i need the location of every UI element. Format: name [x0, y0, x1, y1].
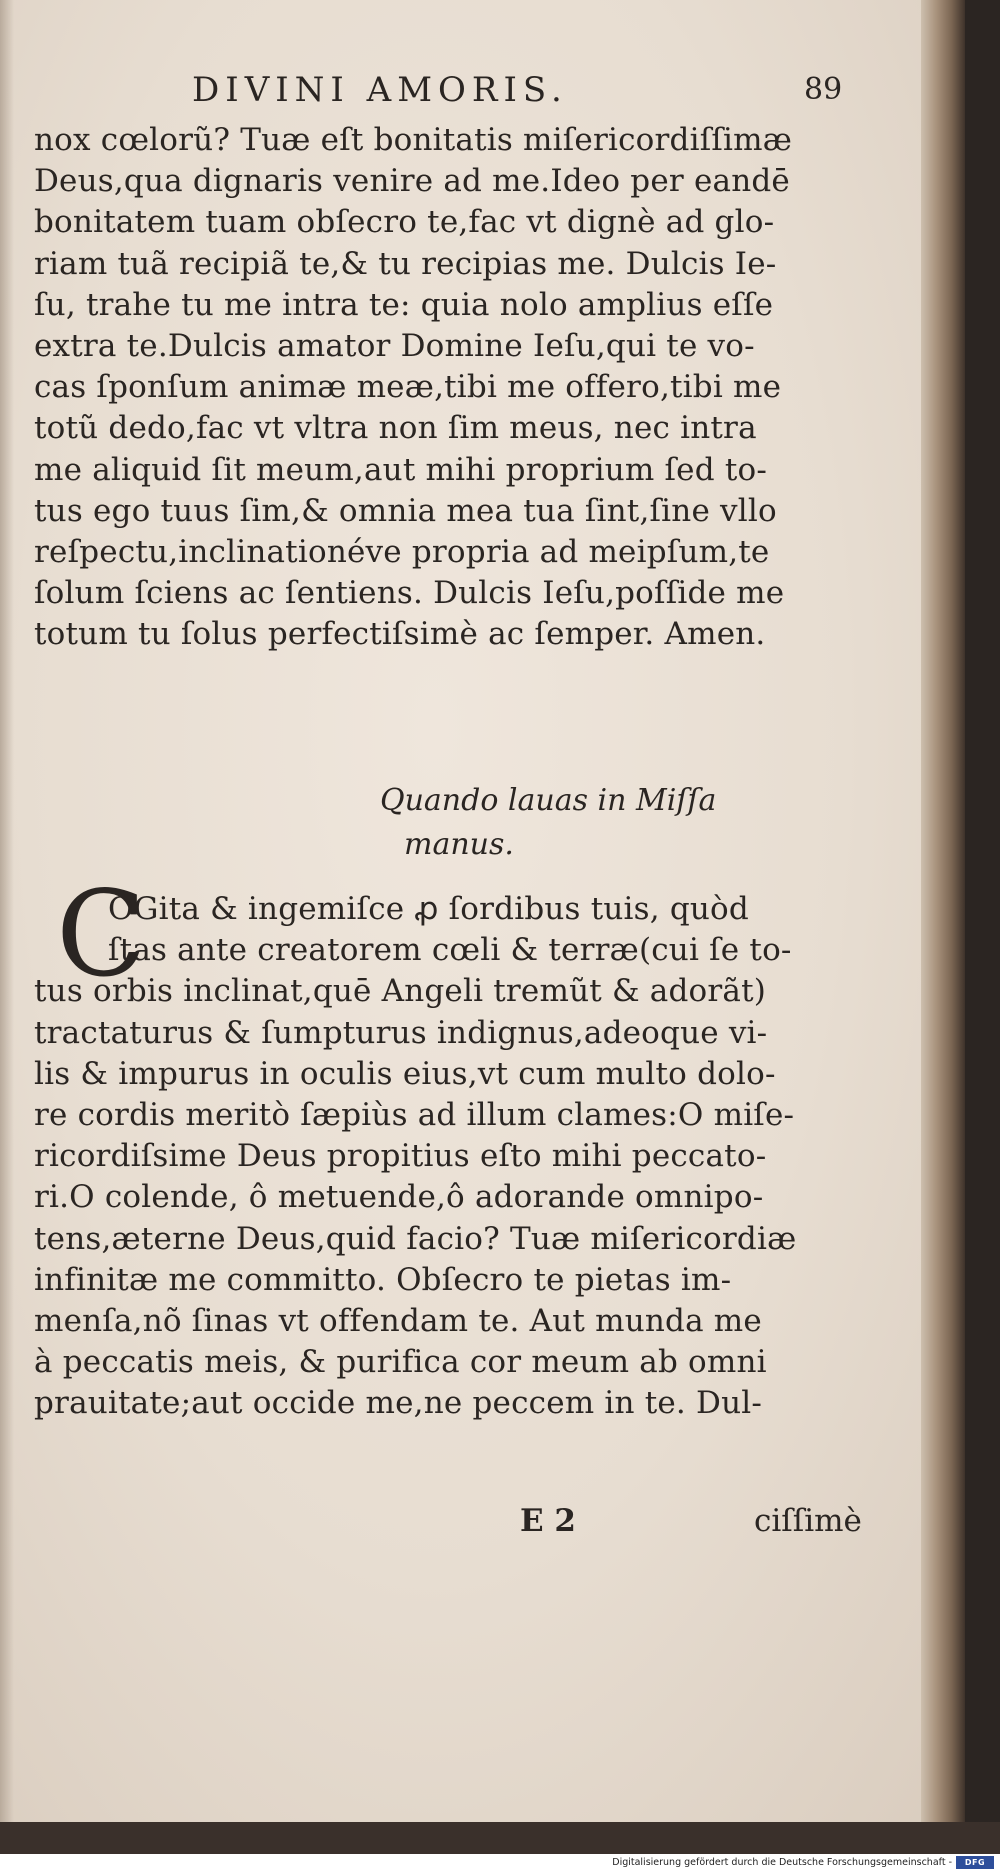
dfg-logo-icon: DFG — [956, 1856, 994, 1869]
text-line: menſa,nõ ſinas vt offendam te. Aut munda me — [34, 1302, 762, 1339]
page-footer — [0, 1503, 900, 1547]
text-line: totum tu ſolus perfectiſsimè ac ſemper. Amen. — [34, 616, 766, 653]
text-line: tens,æterne Deus,quid facio? Tuæ miſericordiæ — [34, 1220, 797, 1257]
credit-text: Digitalisierung gefördert durch die Deutsche Forschungsgemeinschaft - — [612, 1857, 952, 1868]
text-line: lis & impurus in oculis eius,vt cum multo dolo- — [34, 1055, 776, 1092]
text-line: ſtas ante creatorem cœli & terræ(cui ſe to- — [108, 932, 792, 969]
section-heading-line-2: manus. — [404, 827, 514, 862]
text-line: totũ dedo,fac vt vltra non ſim meus, nec intra — [34, 410, 757, 447]
drop-initial: C — [56, 865, 147, 1003]
gutter-shadow — [0, 0, 14, 1822]
text-line: re cordis meritò ſæpiùs ad illum clames:O miſe- — [34, 1096, 795, 1133]
page-number: 89 — [804, 72, 843, 107]
text-line: à peccatis meis, & purifica cor meum ab omni — [34, 1344, 767, 1381]
text-line: OGita & ingemiſce ꝓ ſordibus tuis, quòd — [108, 891, 749, 927]
text-line: cas ſponſum animæ meæ,tibi me offero,tibi me — [34, 369, 782, 406]
running-head: DIVINI AMORIS. — [192, 70, 568, 110]
scan-background — [0, 1822, 1000, 1854]
text-line: reſpectu,inclinationéve propria ad meipſum,te — [34, 533, 770, 570]
text-line: ſolum ſciens ac ſentiens. Dulcis Ieſu,poſſide me — [34, 575, 785, 612]
text-line: tus ego tuus ſim,& omnia mea tua ſint,ſine vllo — [34, 492, 777, 529]
text-line: bonitatem tuam obſecro te,fac vt dignè ad glo- — [34, 204, 775, 241]
text-line: extra te.Dulcis amator Domine Ieſu,qui te vo- — [34, 327, 755, 364]
text-line: riam tuã recipiã te,& tu recipias me. Dulcis Ie- — [34, 245, 777, 282]
text-line: prauitate;aut occide me,ne peccem in te. Dul- — [34, 1385, 763, 1422]
text-line: tractaturus & ſumpturus indignus,adeoque vi- — [34, 1014, 768, 1051]
text-line: ri.O colende, ô metuende,ô adorande omnipo- — [34, 1179, 764, 1216]
page-header — [192, 70, 892, 120]
text-line: infinitæ me committo. Obſecro te pietas im- — [34, 1261, 732, 1298]
page-edge-stack — [921, 0, 965, 1822]
text-block-2 — [34, 889, 914, 1424]
text-line: tus orbis inclinat,quē Angeli tremũt & adorãt) — [34, 973, 767, 1010]
catchword: ciſſimè — [754, 1503, 862, 1539]
text-line: ſu, trahe tu me intra te: quia nolo amplius eſſe — [34, 286, 774, 323]
text-line: nox cœlorũ? Tuæ eſt bonitatis miſericordiſſimæ — [34, 122, 793, 158]
signature-mark: E 2 — [520, 1503, 576, 1539]
text-line: ricordiſsime Deus propitius eſto mihi peccato- — [34, 1138, 767, 1175]
section-heading-line-1: Quando lauas in Miſſa — [380, 783, 717, 818]
text-block-1 — [34, 120, 914, 655]
text-line: Deus,qua dignaris venire ad me.Ideo per eandē — [34, 163, 790, 200]
text-line: me aliquid ſit meum,aut mihi proprium ſed to- — [34, 451, 768, 488]
credit-bar — [0, 1854, 1000, 1871]
